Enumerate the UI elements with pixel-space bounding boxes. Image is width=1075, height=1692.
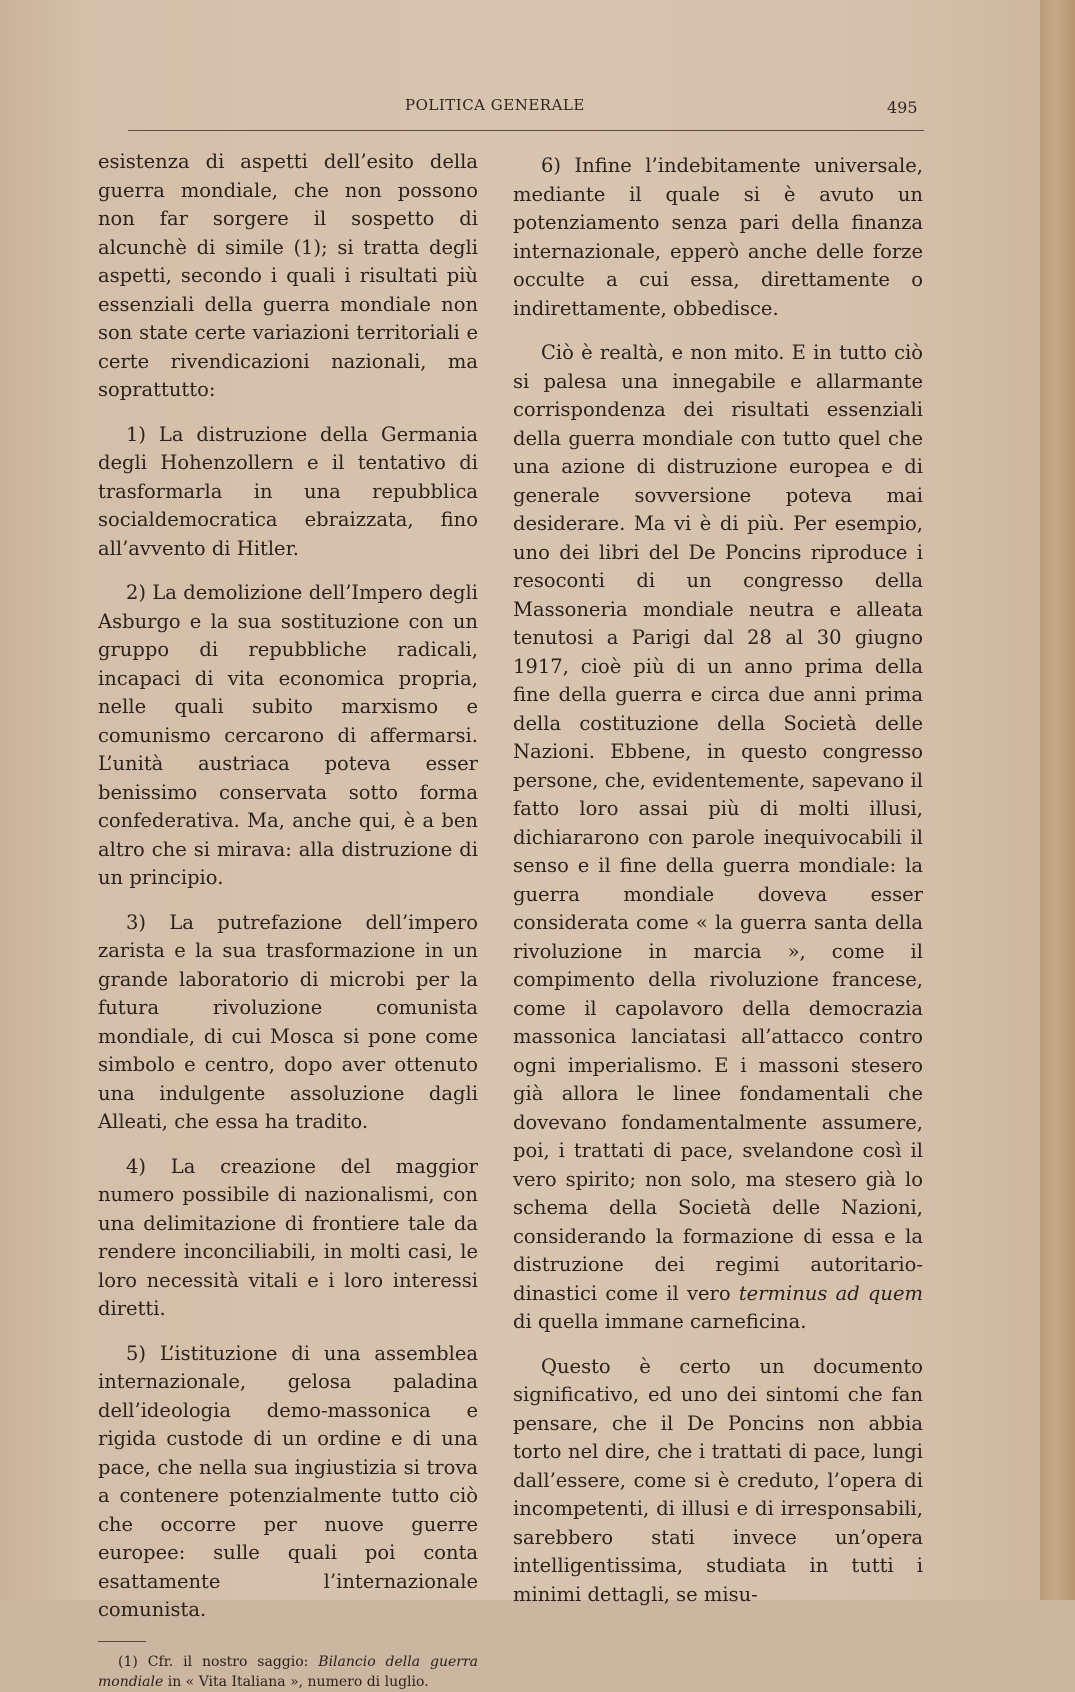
footnote-suffix: in « Vita Italiana », numero di luglio. [167,1673,429,1690]
list-item-3: 3) La putrefazione dell’impero zarista e la sua trasformazione in un grande laboratorio di microbi per la futura rivoluzione comunista mondiale, di cui Mosca si pone come simbolo e centro, dopo aver ottenuto una indulgente assoluzione dagli Alleati, che essa ha tradito. [98,910,478,1133]
body-paragraph-2: Questo è certo un documento significativo, ed uno dei sintomi che fan pensare, che il De Poncins non abbia torto nel dire, che i trattati di pace, lungi dall’essere, come si è creduto, l’opera di incompetenti, di illusi e di irresponsabili, sarebbero stati invece un’opera intelligentissima, studiata in tutti i minimi dettagli, se misu- [513,1354,923,1606]
left-column [98,148,478,1692]
page-header [135,92,925,122]
header-rule [128,130,924,131]
list-item-4: 4) La creazione del maggior numero possibile di nazionalismi, con una delimitazione di frontiere tale da rendere inconciliabili, in molti casi, le loro necessità vitali e i loro interessi diretti. [98,1154,478,1320]
footnote-prefix: Cfr. il nostro saggio: [147,1653,309,1670]
footnote-rule [98,1641,146,1642]
footnote-marker: (1) [118,1653,138,1670]
footnote-title: Bilancio della guerra mondiale [98,1653,478,1690]
page-edge [1040,0,1075,1600]
list-item-5: 5) L’istituzione di una assemblea internazionale, gelosa paladina dell’ideologia demo-massonica e rigida custode di un ordine e di una pace, che nella sua ingiustizia si trova a contenere potenzialmente tutto ciò che occorre per nuove guerre europee: sulle quali poi conta esattamente l’internazionale comunista. [98,1341,478,1621]
latin-phrase: terminus ad quem [738,1281,923,1305]
list-item-6: 6) Infine l’indebitamente universale, mediante il quale si è avuto un potenziamento senza pari della finanza internazionale, epperò anche delle forze occulte a cui essa, direttamente o indirettamente, obbedisce. [513,154,923,320]
body-paragraph-1 [513,339,923,1337]
page-number: 495 [887,98,918,117]
body-paragraph-1-text: Ciò è realtà, e non mito. E in tutto ciò si palesa una innegabile e allarmante corrispondenza dei risultati essenziali della guerra mondiale con tutto quel che una azione di distruzione europea e di generale sovversione poteva mai desiderare. Ma vi è di più. Per esempio, uno dei libri del De Poncins riproduce i resoconti di un congresso della Massoneria mondiale neutra e alleata tenutosi a Parigi dal 28 al 30 giugno 1917, cioè più di un anno prima della fine della guerra e circa due anni prima della costituzione della Società delle Nazioni. Ebbene, in questo congresso persone, che, evidentemente, sapevano il fatto loro assai più di molti illusi, dichiararono con parole inequivocabili il senso e il fine della guerra mondiale: la guerra mondiale doveva esser considerata come « la guerra santa della rivoluzione in marcia », come il compimento della rivoluzione francese, come il capolavoro della democrazia massonica lanciatasi all’attacco contro ogni imperialismo. E i massoni stesero già allora le linee fondamentali che dovevano fondamentalmente assumere, poi, i trattati di pace, svelandone così il vero spirito; non solo, ma stesero già lo schema della Società delle Nazioni, considerando la formazione di essa e la distruzione dei regimi autoritario-dinastici come il vero [513,341,923,1305]
running-head: POLITICA GENERALE [405,96,585,114]
body-paragraph-1-end: di quella immane carneficina. [513,1310,807,1333]
right-column [513,152,923,1625]
intro-paragraph: esistenza di aspetti dell’esito della guerra mondiale, che non possono non far sorgere il sospetto di alcunchè di simile (1); si tratta degli aspetti, secondo i quali i risultati più essenziali della guerra mondiale non son state certe variazioni territoriali e certe rivendicazioni nazionali, ma soprattutto: [98,150,478,401]
list-item-1: 1) La distruzione della Germania degli Hohenzollern e il tentativo di trasformarla in una repubblica socialdemocratica ebraizzata, fino all’avvento di Hitler. [98,422,478,560]
list-item-2: 2) La demolizione dell’Impero degli Asburgo e la sua sostituzione con un gruppo di repubbliche radicali, incapaci di vita economica propria, nelle quali subito marxismo e comunismo cercarono di affermarsi. L’unità austriaca poteva esser benissimo conservata sotto forma confederativa. Ma, anche qui, è a ben altro che si mirava: alla distruzione di un principio. [98,581,478,889]
footnote [98,1652,478,1692]
